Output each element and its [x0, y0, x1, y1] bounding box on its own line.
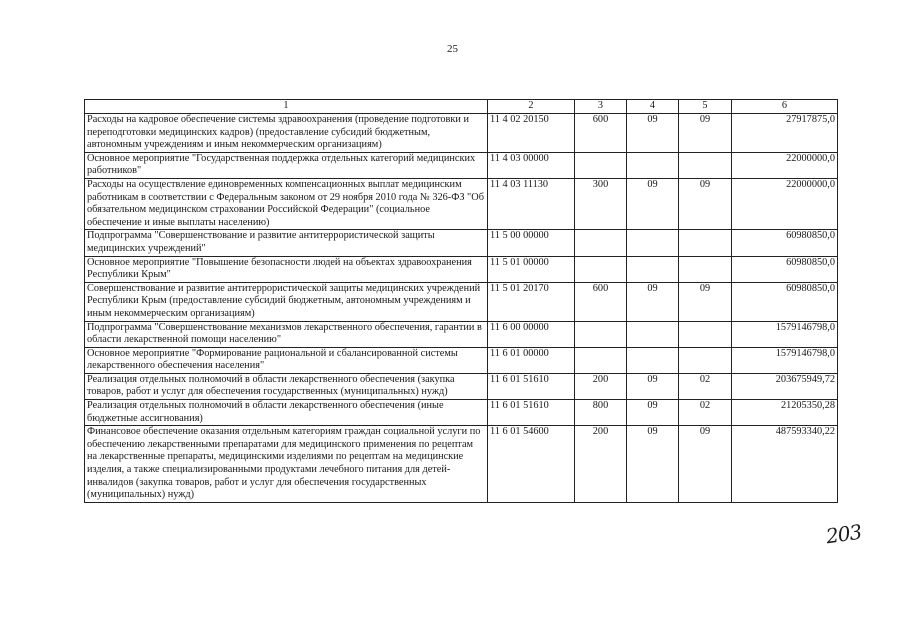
handwritten-page-mark: 203 — [824, 519, 863, 549]
row-name: Реализация отдельных полномочий в области лекарственного обеспечения (закупка товаров, работ и услуг для обеспечения государственных (муниципальных) нужд) — [85, 373, 488, 399]
row-section — [627, 347, 679, 373]
row-subsection: 09 — [679, 426, 732, 503]
row-code: 11 5 00 00000 — [488, 230, 575, 256]
table-row — [85, 426, 838, 503]
row-subsection: 02 — [679, 400, 732, 426]
table-row — [85, 373, 838, 399]
row-amount: 203675949,72 — [732, 373, 838, 399]
row-code: 11 6 01 00000 — [488, 347, 575, 373]
row-amount: 22000000,0 — [732, 178, 838, 229]
row-subsection — [679, 230, 732, 256]
row-code: 11 6 01 51610 — [488, 373, 575, 399]
table-row — [85, 178, 838, 229]
row-code: 11 5 01 00000 — [488, 256, 575, 282]
budget-table — [84, 99, 838, 503]
row-subsection: 02 — [679, 373, 732, 399]
row-subsection — [679, 256, 732, 282]
row-amount: 487593340,22 — [732, 426, 838, 503]
row-subsection: 09 — [679, 114, 732, 153]
col-header-4: 4 — [627, 100, 679, 114]
row-code: 11 4 03 11130 — [488, 178, 575, 229]
row-expense-type — [575, 256, 627, 282]
row-expense-type: 800 — [575, 400, 627, 426]
row-expense-type: 300 — [575, 178, 627, 229]
table-row — [85, 152, 838, 178]
row-amount: 60980850,0 — [732, 282, 838, 321]
row-section — [627, 256, 679, 282]
table-row — [85, 114, 838, 153]
row-section: 09 — [627, 114, 679, 153]
row-amount: 60980850,0 — [732, 256, 838, 282]
row-code: 11 5 01 20170 — [488, 282, 575, 321]
col-header-2: 2 — [488, 100, 575, 114]
row-name: Совершенствование и развитие антитеррористической защиты медицинских учреждений Республики Крым (предоставление субсидий бюджетным, автономным учреждениям и иным некоммерческим организациям) — [85, 282, 488, 321]
row-amount: 60980850,0 — [732, 230, 838, 256]
table-row — [85, 321, 838, 347]
row-amount: 27917875,0 — [732, 114, 838, 153]
row-amount: 22000000,0 — [732, 152, 838, 178]
row-code: 11 6 01 51610 — [488, 400, 575, 426]
row-name: Подпрограмма "Совершенствование механизмов лекарственного обеспечения, гарантии в области лекарственной помощи населению" — [85, 321, 488, 347]
table-row — [85, 230, 838, 256]
row-section — [627, 152, 679, 178]
row-code: 11 4 03 00000 — [488, 152, 575, 178]
row-code: 11 4 02 20150 — [488, 114, 575, 153]
row-code: 11 6 00 00000 — [488, 321, 575, 347]
row-subsection: 09 — [679, 178, 732, 229]
row-expense-type: 600 — [575, 282, 627, 321]
row-expense-type: 200 — [575, 373, 627, 399]
col-header-5: 5 — [679, 100, 732, 114]
col-header-3: 3 — [575, 100, 627, 114]
row-expense-type — [575, 152, 627, 178]
col-header-1: 1 — [85, 100, 488, 114]
row-section: 09 — [627, 373, 679, 399]
row-expense-type: 600 — [575, 114, 627, 153]
table-row — [85, 256, 838, 282]
row-amount: 1579146798,0 — [732, 321, 838, 347]
row-amount: 21205350,28 — [732, 400, 838, 426]
row-expense-type — [575, 230, 627, 256]
row-section: 09 — [627, 178, 679, 229]
row-subsection — [679, 152, 732, 178]
row-section — [627, 230, 679, 256]
row-section: 09 — [627, 400, 679, 426]
row-name: Основное мероприятие "Государственная поддержка отдельных категорий медицинских работников" — [85, 152, 488, 178]
table-row — [85, 400, 838, 426]
table-row — [85, 282, 838, 321]
row-expense-type — [575, 347, 627, 373]
row-name: Реализация отдельных полномочий в области лекарственного обеспечения (иные бюджетные ассигнования) — [85, 400, 488, 426]
table-header-row — [85, 100, 838, 114]
row-subsection: 09 — [679, 282, 732, 321]
row-name: Основное мероприятие "Формирование рациональной и сбалансированной системы лекарственного обеспечения населения" — [85, 347, 488, 373]
row-code: 11 6 01 54600 — [488, 426, 575, 503]
row-subsection — [679, 321, 732, 347]
row-expense-type — [575, 321, 627, 347]
row-name: Финансовое обеспечение оказания отдельным категориям граждан социальной услуги по обеспечению лекарственными препаратами для медицинского применения по рецептам на лекарственные препараты, медицинскими изделиями по рецептам на медицинские изделия, а также специализированными продуктами лечебного питания для детей-инвалидов (закупка товаров, работ и услуг для обеспечения государственных (муниципальных) нужд) — [85, 426, 488, 503]
col-header-6: 6 — [732, 100, 838, 114]
row-section: 09 — [627, 282, 679, 321]
row-name: Расходы на осуществление единовременных компенсационных выплат медицинским работникам в соответствии с Федеральным законом от 29 ноября 2010 года № 326-ФЗ "Об обязательном медицинском страховании Российской Федерации" (социальное обеспечение и иные выплаты населению) — [85, 178, 488, 229]
row-name: Расходы на кадровое обеспечение системы здравоохранения (проведение подготовки и переподготовки медицинских кадров) (предоставление субсидий бюджетным, автономным учреждениям и иным некоммерческим организациям) — [85, 114, 488, 153]
row-section — [627, 321, 679, 347]
row-name: Подпрограмма "Совершенствование и развитие антитеррористической защиты медицинских учреждений" — [85, 230, 488, 256]
page-number: 25 — [447, 43, 458, 55]
row-name: Основное мероприятие "Повышение безопасности людей на объектах здравоохранения Республики Крым" — [85, 256, 488, 282]
row-section: 09 — [627, 426, 679, 503]
row-expense-type: 200 — [575, 426, 627, 503]
row-amount: 1579146798,0 — [732, 347, 838, 373]
table-row — [85, 347, 838, 373]
row-subsection — [679, 347, 732, 373]
